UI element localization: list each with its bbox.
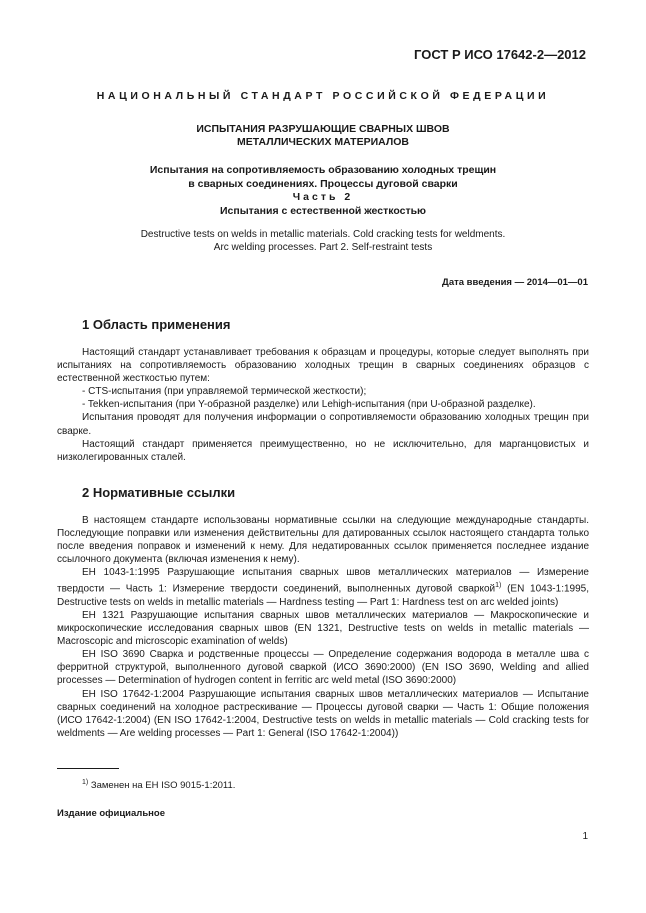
page-number: 1 <box>582 831 588 842</box>
subtitle-part: Часть 2 <box>292 191 354 203</box>
footnote <box>82 779 235 791</box>
section-2-body <box>57 514 589 740</box>
english-title <box>0 228 646 254</box>
national-standard-banner: НАЦИОНАЛЬНЫЙ СТАНДАРТ РОССИЙСКОЙ ФЕДЕРАЦИИ <box>96 90 550 102</box>
document-title <box>0 123 646 149</box>
reference-item: ЕН 1321 Разрушающие испытания сварных швов металлических материалов — Макроскопические и микроскопические исследования сварных швов (EN 1321, Destructive tests on welds in metallic materials — Macroscopic and microscopic examination of welds) <box>57 609 589 648</box>
standard-code: ГОСТ Р ИСО 17642-2—2012 <box>414 47 586 62</box>
reference-item <box>57 566 589 609</box>
english-title-line-2: Arc welding processes. Part 2. Self-restraint tests <box>213 242 433 253</box>
english-title-line-1: Destructive tests on welds in metallic materials. Cold cracking tests for weldments. <box>140 229 506 240</box>
subtitle-line-3: Испытания с естественной жесткостью <box>219 204 427 217</box>
section-2-paragraph: В настоящем стандарте использованы нормативные ссылки на следующие международные стандарты. Последующие поправки или изменения действительны для датированных ссылок настоящего стандарта только после введения поправок и изменений к нему. Для недатированных ссылок применяется последнее издание ссылочного документа (включая изменения к нему). <box>57 515 589 566</box>
reference-item: ЕН ISO 3690 Сварка и родственные процессы — Определение содержания водорода в металле шва с ферритной структурой, выполненного дуговой сваркой (ИСО 3690:2000) (EN ISO 3690, Welding and allied processes — Determination of hydrogen content in ferritic arc weld metal (ISO 3690:2000) <box>57 649 589 687</box>
footnote-mark: 1) <box>82 779 89 786</box>
section-1-heading: 1 Область применения <box>82 317 231 332</box>
footnote-text: Заменен на ЕН ISO 9015-1:2011. <box>88 780 236 792</box>
reference-item: ЕН ISO 17642-1:2004 Разрушающие испытания сварных швов металлических материалов — Испытание сварных соединений на холодное растрескивание — Процессы дуговой сварки — Часть 1: Общие положения (ИСО 17642-1:2004) (EN ISO 17642-1:2004, Destructive tests on welds in metallic materials — Cold cracking tests for weldments — Are welding processes — Part 1: General (ISO 17642-1:2004)) <box>57 688 589 739</box>
title-line-1: ИСПЫТАНИЯ РАЗРУШАЮЩИЕ СВАРНЫХ ШВОВ <box>196 123 450 135</box>
document-subtitle <box>0 164 646 218</box>
section-1-paragraph: Испытания проводят для получения информации о сопротивляемости образованию холодных трещин при сварке. <box>57 412 589 437</box>
footnote-divider <box>57 768 119 769</box>
list-item: - Tekken-испытания (при Y-образной разделке) или Lehigh-испытания (при U-образной разделке). <box>82 399 536 411</box>
section-1-paragraph: Настоящий стандарт устанавливает требования к образцам и процедуры, которые следует выполнять при испытаниях на сопротивляемость образованию холодных трещин в сварных соединениях образцов с естественной жесткостью путем: <box>57 347 589 385</box>
reference-text: ЕН 1043-1:1995 Разрушающие испытания сварных швов металлических материалов — Измерение твердости — Часть 1: Измерение твердости соединений, выполненных дуговой сваркой <box>57 567 589 595</box>
reference-text: (EN 1043-1:1995, Destructive tests on welds in metallic materials — Hardness testing — Part 1: Hardness test on arc welded joints) <box>57 583 590 608</box>
list-item: - CTS-испытания (при управляемой термической жесткости); <box>82 386 367 398</box>
section-1-body <box>57 346 589 464</box>
footnote-ref[interactable]: 1) <box>495 582 502 590</box>
section-1-paragraph: Настоящий стандарт применяется преимущественно, но не исключительно, для марганцовистых и низколегированных сталей. <box>57 438 589 463</box>
subtitle-line-2: в сварных соединениях. Процессы дуговой сварки <box>188 177 458 190</box>
edition-label: Издание официальное <box>57 808 165 819</box>
title-line-2: МЕТАЛЛИЧЕСКИХ МАТЕРИАЛОВ <box>237 136 409 148</box>
subtitle-line-1: Испытания на сопротивляемость образованию холодных трещин <box>149 164 497 176</box>
section-2-heading: 2 Нормативные ссылки <box>82 485 236 500</box>
introduction-date: Дата введения — 2014—01—01 <box>442 277 588 288</box>
